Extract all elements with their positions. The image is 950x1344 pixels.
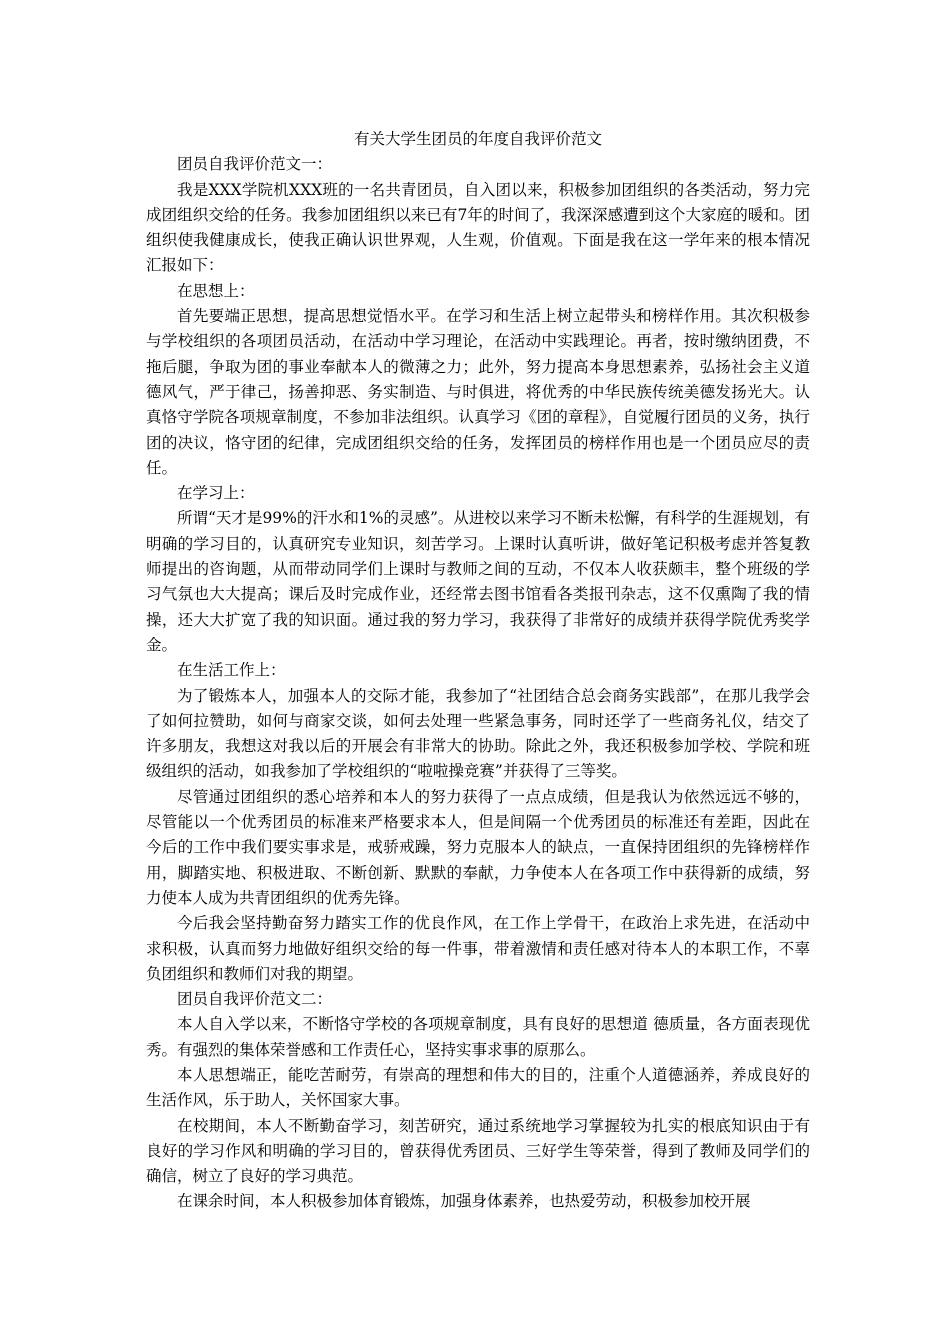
section-heading: 团员自我评价范文二： [177, 990, 333, 1009]
paragraph: 我是XXX学院机XXX班的一名共青团员，自入团以来，积极参加团组织的各类活动，努力完成团组织交给的任务。我参加团组织以来已有7年的时间了，我深深感遭到这个大家庭的暖和。团组织使我健康成长，使我正确认识世界观，人生观，价值观。下面是我在这一学年来的根本情况汇报如下： [146, 180, 810, 275]
section-heading: 在学习上： [177, 484, 255, 503]
paragraph: 本人思想端正，能吃苦耐劳，有崇高的理想和伟大的目的，注重个人道德涵养，养成良好的生活作风，乐于助人，关怀国家大事。 [146, 1065, 810, 1110]
paragraph: 为了锻炼本人，加强本人的交际才能，我参加了“社团结合总会商务实践部”，在那儿我学会了如何拉赞助，如何与商家交谈，如何去处理一些紧急事务，同时还学了一些商务礼仪，结交了许多朋友，我想这对我以后的开展会有非常大的协助。除此之外，我还积极参加学校、学院和班级组织的活动，如我参加了学校组织的“啦啦操竞赛”并获得了三等奖。 [146, 686, 810, 781]
paragraph: 尽管通过团组织的悉心培养和本人的努力获得了一点点成绩，但是我认为依然远远不够的，尽管能以一个优秀团员的标准来严格要求本人，但是间隔一个优秀团员的标准还有差距，因此在今后的工作中我们要实事求是，戒骄戒躁，努力克服本人的缺点，一直保持团组织的先锋榜样作用，脚踏实地、积极进取、不断创新、默默的奉献，力争使本人在各项工作中获得新的成绩，努力使本人成为共青团组织的优秀先锋。 [146, 787, 810, 907]
section-heading: 在思想上： [177, 281, 255, 300]
paragraph: 在课余时间，本人积极参加体育锻炼，加强身体素养，也热爱劳动，积极参加校开展 [177, 1192, 751, 1211]
paragraph: 所谓“天才是99%的汗水和1%的灵感”。从进校以来学习不断未松懈，有科学的生涯规划，有明确的学习目的，认真研究专业知识，刻苦学习。上课时认真听讲，做好笔记积极考虑并答复教师提出的咨询题，从而带动同学们上课时与教师之间的互动，不仅本人收获颇丰，整个班级的学习气氛也大大提高；课后及时完成作业，还经常去图书馆看各类报刊杂志，这不仅熏陶了我的情操，还大大扩宽了我的知识面。通过我的努力学习，我获得了非常好的成绩并获得学院优秀奖学金。 [146, 509, 810, 654]
document-body [146, 127, 810, 1215]
paragraph: 本人自入学以来，不断恪守学校的各项规章制度，具有良好的思想道 德质量，各方面表现优秀。有强烈的集体荣誉感和工作责任心，坚持实事求事的原那么。 [146, 1015, 810, 1059]
paragraph: 今后我会坚持勤奋努力踏实工作的优良作风，在工作上学骨干，在政治上求先进，在活动中求积极，认真而努力地做好组织交给的每一件事，带着激情和责任感对待本人的本职工作，不辜负团组织和教师们对我的期望。 [146, 914, 810, 983]
section-heading: 团员自我评价范文一： [177, 155, 333, 174]
section-heading: 在生活工作上： [177, 661, 286, 680]
paragraph: 在校期间，本人不断勤奋学习，刻苦研究，通过系统地学习掌握较为扎实的根底知识由于有良好的学习作风和明确的学习目的，曾获得优秀团员、三好学生等荣誉，得到了教师及同学们的确信，树立了良好的学习典范。 [146, 1116, 810, 1186]
paragraph: 首先要端正思想，提高思想觉悟水平。在学习和生活上树立起带头和榜样作用。其次积极参与学校组织的各项团员活动，在活动中学习理论，在活动中实践理论。再者，按时缴纳团费，不拖后腿，争取为团的事业奉献本人的微薄之力；此外，努力提高本身思想素养，弘扬社会主义道德风气，严于律己，扬善抑恶、务实制造、与时俱进，将优秀的中华民族传统美德发扬光大。认真恪守学院各项规章制度，不参加非法组织。认真学习《团的章程》，自觉履行团员的义务，执行团的决议，恪守团的纪律，完成团组织交给的任务，发挥团员的榜样作用也是一个团员应尽的责任。 [146, 307, 810, 477]
document-title: 有关大学生团员的年度自我评价范文 [353, 130, 602, 148]
